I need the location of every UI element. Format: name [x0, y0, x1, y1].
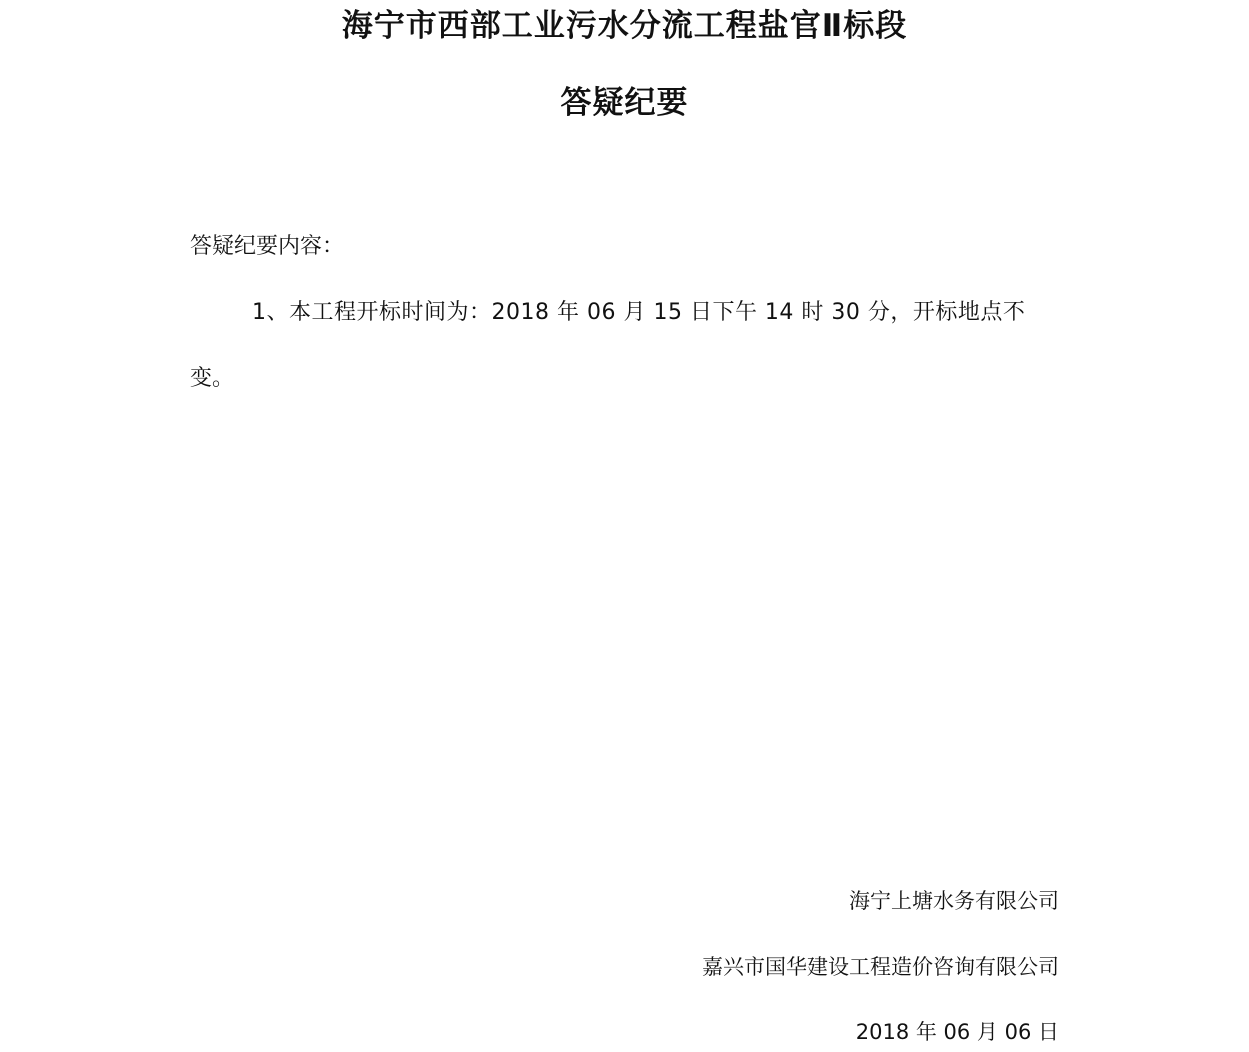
signatory-company-2: 嘉兴市国华建设工程造价咨询有限公司 [702, 955, 1059, 979]
document-date: 2018 年 06 月 06 日 [855, 1020, 1059, 1044]
content-item-1-line-1: 1、本工程开标时间为：2018 年 06 月 15 日下午 14 时 30 分，开标地点不 [252, 300, 1026, 325]
signatory-company-1: 海宁上塘水务有限公司 [849, 889, 1059, 913]
content-item-1-line-2: 变。 [190, 366, 235, 391]
document-title: 海宁市西部工业污水分流工程盐官Ⅱ标段 [341, 8, 908, 44]
content-heading: 答疑纪要内容： [190, 234, 345, 259]
document-subtitle: 答疑纪要 [560, 85, 689, 121]
